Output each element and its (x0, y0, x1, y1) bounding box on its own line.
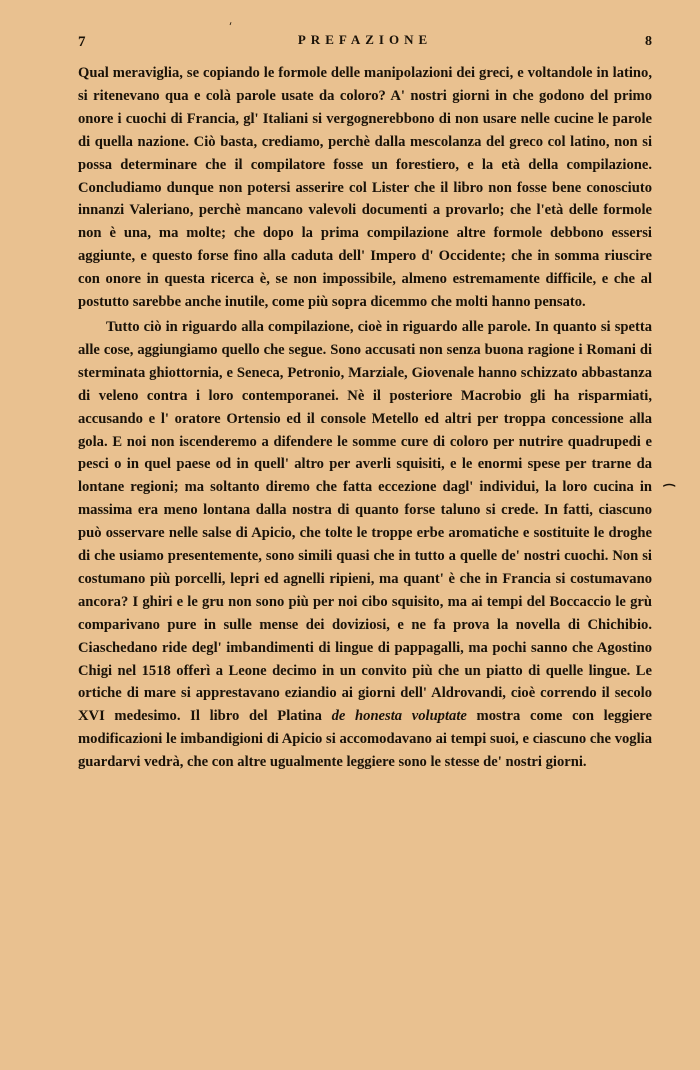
paragraph-2 (78, 316, 652, 774)
italic-book-title: de honesta voluptate (331, 708, 467, 725)
paragraph-2-text-b: mostra come con leggiere modificazioni le imbandigioni di Apicio si accomodavano ai tempi suoi, e ciascuno che voglia guardarvi vedrà, che con altre ugualmente leggiere sono le stesse de' nostri giorni. (78, 708, 652, 771)
page-number-right: 8 (645, 34, 652, 49)
stray-mark: ' (225, 19, 234, 34)
paragraph-1: Qual meraviglia, se copiando le formole delle manipolazioni dei greci, e voltandole in latino, si ritenevano qua e colà parole usate da coloro? A' nostri giorni in che godono del primo onore i cuochi di Francia, gl' Italiani si vergognerebbono di non usare nelle cucine le parole di quella nazione. Ciò basta, crediamo, perchè dalla mescolanza del greco col latino, non si possa determinare che il compilatore fosse un forestiero, e la età della compilazione. Concludiamo dunque non potersi asserire col Lister che il libro non fosse bene conosciuto innanzi Valeriano, perchè mancano valevoli documenti a provarlo; che l'età delle formole non è una, ma molte; che dopo la prima compilazione altre formole debbono essersi aggiunte, e questo forse fino alla caduta dell' Impero d' Occidente; che in somma riuscire con onore in questa ricerca è, se non impossibile, almeno estremamente difficile, e che al postutto sarebbe anche inutile, come più sopra dicemmo che molti hanno pensato. (78, 65, 652, 311)
page-number-left: 7 (78, 34, 86, 50)
body-text (78, 62, 652, 774)
running-title: PREFAZIONE (297, 32, 433, 47)
paragraph-2-text-a: Tutto ciò in riguardo alla compilazione, cioè in riguardo alle parole. In quanto si spetta alle cose, aggiungiamo quello che segue. Sono accusati non senza buona ragione i Romani di sterminata ghiottornia, e Seneca, Petronio, Marziale, Giovenale hanno schizzato abbastanza di veleno contra i loro contemporanei. Nè il posteriore Macrobio gli ha risparmiati, accusando e l' oratore Ortensio ed il console Metello ed altri per troppa concessione alla gola. E noi non iscenderemo a difendere le somme cure di coloro per nutrire quadrupedi e pesci o in quel paese od in quell' altro per averli squisiti, e le enormi spese per trarne da lontane regioni; ma soltanto diremo che fatta eccezione dagl' individui, la loro cucina in massima era meno lontana dalla nostra di quanto forse taluno si crede. In fatti, ciascuno può osservare nelle salse di Apicio, che tolte le troppe erbe aromatiche e sostituite le droghe di che usiamo presentemente, sono simili quasi che in tutto a quelle de' nostri cuochi. Non si costumano più porcelli, lepri ed agnelli ripieni, ma quant' è che in Francia si costumavano ancora? I ghiri e le gru non sono più per noi cibo squisito, ma ai tempi del Boccaccio le grù comparivano pure in sulle mense dei doviziosi, e ne fa prova la novella di Chichibio. Ciaschedano ride degl' imbandimenti di lingue di pappagalli, ma pochi sanno che Agostino Chigi nel 1518 offerì a Leone decimo in un convito più che un piatto di quelle lingue. Le ortiche di mare si apprestavano eziandio ai giorni dell' Aldrovandi, cioè correndo il secolo XVI medesimo. Il libro del Platina (78, 318, 652, 725)
margin-mark: ⁀ (664, 485, 675, 500)
page-header (78, 32, 652, 54)
